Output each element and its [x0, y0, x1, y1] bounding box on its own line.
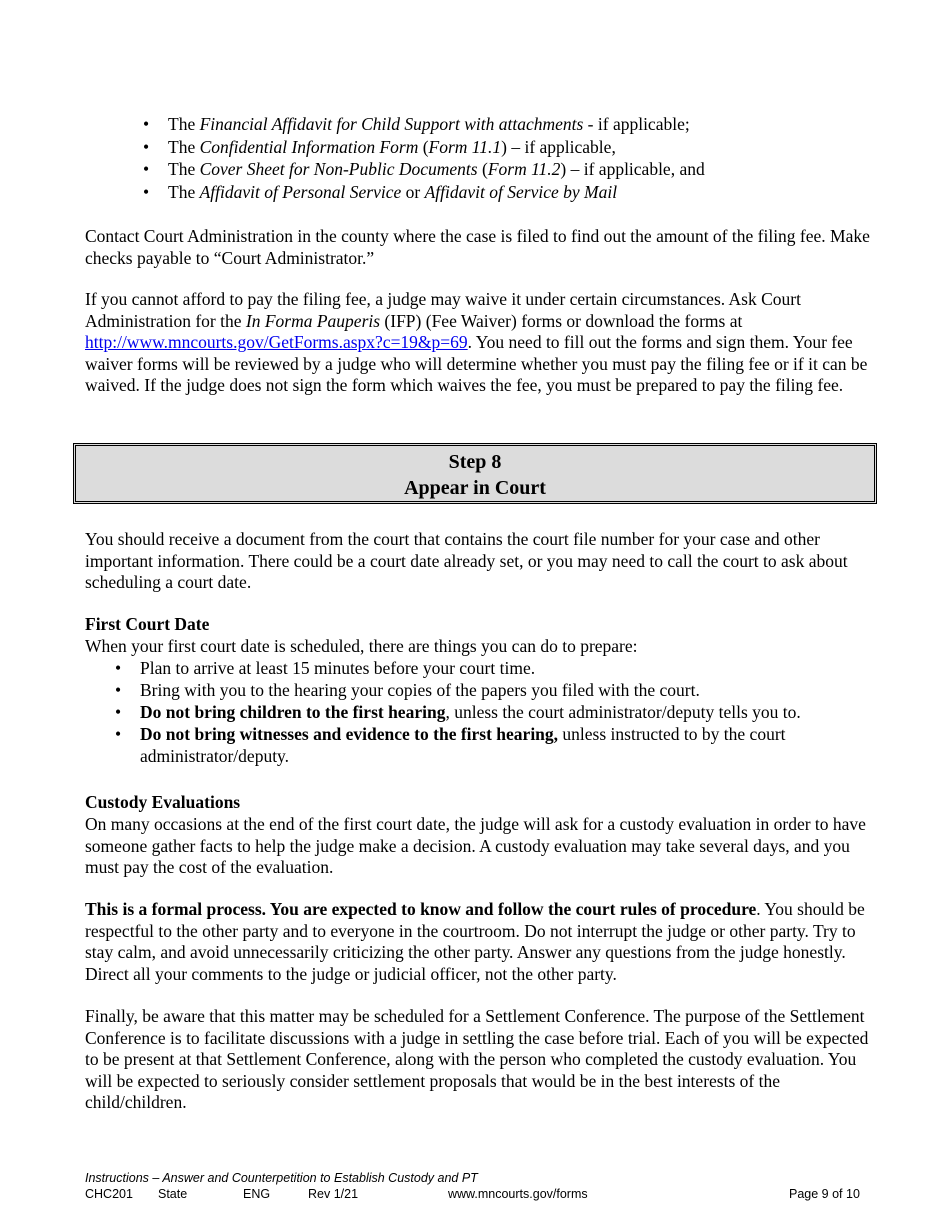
- custody-evaluations-paragraph: On many occasions at the end of the first court date, the judge will ask for a custody evaluation in order to have someone gather facts to help the judge make a decision. A custody evaluation may take several days, and you must pay the cost of the evaluation.: [85, 814, 866, 877]
- footer-title: Instructions – Answer and Counterpetition to Establish Custody and PT: [85, 1171, 478, 1185]
- footer-website: www.mncourts.gov/forms: [448, 1187, 588, 1201]
- footer-state: State: [158, 1187, 188, 1201]
- list-item: • The Confidential Information Form (Form 11.1) – if applicable,: [143, 136, 883, 159]
- step-title: Appear in Court: [404, 477, 546, 499]
- list-item: • The Cover Sheet for Non-Public Documents (Form 11.2) – if applicable, and: [143, 158, 883, 181]
- list-item: • Do not bring witnesses and evidence to the first hearing, unless instructed to by the court administrator/deputy.: [115, 724, 875, 767]
- footer-revision: Rev 1/21: [308, 1187, 359, 1201]
- list-item: • The Affidavit of Personal Service or Affidavit of Service by Mail: [143, 181, 883, 204]
- footer-form-code: CHC201: [85, 1187, 133, 1201]
- get-forms-link[interactable]: http://www.mncourts.gov/GetForms.aspx?c=19&p=69: [85, 332, 468, 352]
- list-item: • The Financial Affidavit for Child Support with attachments - if applicable;: [143, 113, 883, 136]
- page-footer: [85, 1170, 870, 1202]
- fee-waiver-paragraph: If you cannot afford to pay the filing fee, a judge may waive it under certain circumstances. Ask Court Administration for the In Forma Pauperis (IFP) (Fee Waiver) forms or download the forms at http://www.mncourts.gov/GetForms.aspx?c=19&p=69. You need to fill out the forms and sign them. Your fee waiver forms will be reviewed by a judge who will determine whether you must pay the filing fee or if it can be waived. If the judge does not sign the form which waives the fee, you must be prepared to pay the filing fee.: [85, 289, 868, 395]
- list-item: • Do not bring children to the first hearing, unless the court administrator/deputy tells you to.: [115, 702, 875, 724]
- step-header-box: [73, 443, 877, 504]
- list-item: • Bring with you to the hearing your copies of the papers you filed with the court.: [115, 680, 875, 702]
- contact-paragraph: Contact Court Administration in the county where the case is filed to find out the amount of the filing fee. Make checks payable to “Court Administrator.”: [85, 226, 870, 268]
- formal-process-paragraph: This is a formal process. You are expected to know and follow the court rules of procedure. You should be respectful to the other party and to everyone in the courtroom. Do not interrupt the judge or other party. Try to stay calm, and avoid unnecessarily criticizing the other party. Answer any questions from the judge honestly. Direct all your comments to the judge or judicial officer, not the other party.: [85, 899, 865, 984]
- list-item: • Plan to arrive at least 15 minutes before your court time.: [115, 658, 875, 680]
- receive-document-paragraph: You should receive a document from the court that contains the court file number for your case and other important information. There could be a court date already set, or you may need to call the court to ask about scheduling a court date.: [85, 529, 848, 592]
- first-court-date-intro: When your first court date is scheduled, there are things you can do to prepare:: [85, 636, 638, 656]
- settlement-conference-paragraph: Finally, be aware that this matter may be scheduled for a Settlement Conference. The purpose of the Settlement Conference is to facilitate discussions with a judge in settling the case before trial. Each of you will be expected to be present at that Settlement Conference, along with the person who completed the custody evaluation. You will be expected to seriously consider settlement proposals that would be in the best interests of the child/children.: [85, 1006, 869, 1112]
- preparation-list: [115, 658, 875, 768]
- footer-page-number: Page 9 of 10: [789, 1187, 860, 1201]
- custody-evaluations-heading: Custody Evaluations: [85, 792, 241, 812]
- footer-language: ENG: [243, 1187, 271, 1201]
- step-number: Step 8: [448, 451, 502, 473]
- forms-list: [143, 113, 883, 203]
- first-court-date-heading: First Court Date: [85, 614, 210, 634]
